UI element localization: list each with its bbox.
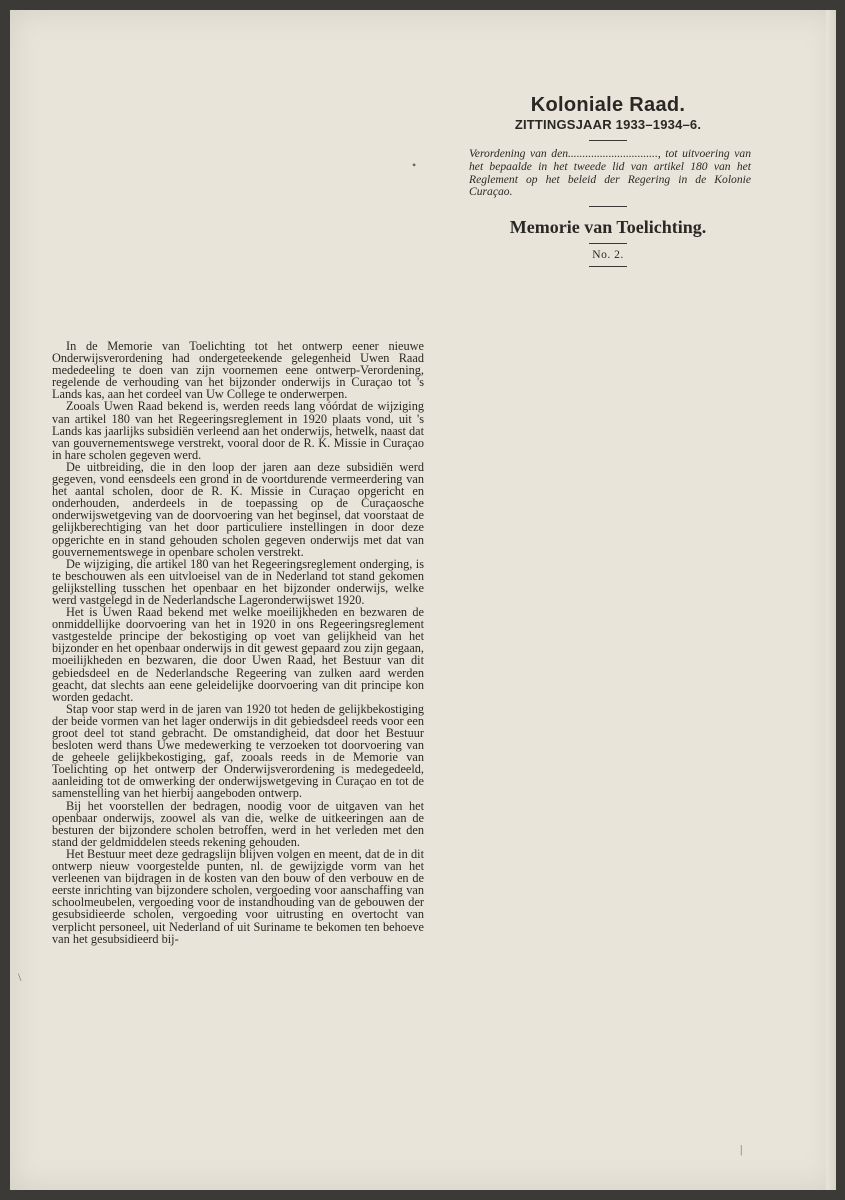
document-number: No. 2. bbox=[592, 249, 624, 262]
paragraph: Bij het voorstellen der bedragen, noodig voor de uitgaven van het openbaar onderwijs, zoowel als van die, welke de uitkeeringen aan de besturen der bijzondere scholen betroffen, werd in het verleden met den stand der geldmiddelen steeds rekening gehouden. bbox=[52, 798, 424, 849]
dot-mark: • bbox=[412, 158, 417, 172]
margin-tick-mark: \ bbox=[18, 970, 22, 984]
session-year: ZITTINGSJAAR 1933–1934–6. bbox=[514, 117, 702, 132]
ordinance-title: Verordening van den..............................., tot uitvoering van het bepaalde in het tweede lid van artikel 180 van het Reglement op het beleid der Regering in de Kolonie Curaçao. bbox=[469, 147, 751, 199]
paragraph: De wijziging, die artikel 180 van het Regeeringsreglement onderging, is te beschouwen als een uitvloeisel van de in Nederland tot stand gekomen gelijkstelling tusschen het openbaar en het bijzonder onderwijs, welke werd vastgelegd in de Nederlandsche Lageronderwijswet 1920. bbox=[52, 556, 424, 607]
paragraph: Het is Uwen Raad bekend met welke moeilijkheden en bezwaren de onmiddellijke doorvoering van het in 1920 in ons Regeeringsreglement vastgestelde principe der bekostiging op voet van gelijkheid van het bijzonder en het openbaar onderwijs in dit gewest gepaard zou zijn gegaan, moeilijkheden en bezwaren, die door Uwen Raad, het Bestuur van dit gebiedsdeel en de Nederlandsche Regeering van zulken aard werden geacht, dat slechts aan eene geleidelijke doorvoering van dit principe kon worden gedacht. bbox=[52, 605, 424, 704]
paragraph: Zooals Uwen Raad bekend is, werden reeds lang vóórdat de wijziging van artikel 180 van het Regeeringsreglement in 1920 plaats vond, uit 's Lands kas jaarlijks subsidiën verleend aan het onderwijs, hetwelk, naast dat van gouvernementswege verstrekt, vooral door de R. K. Missie in Curaçao in hare scholen gegeven werd. bbox=[52, 399, 424, 462]
paragraph: De uitbreiding, die in den loop der jaren aan deze subsidiën werd gegeven, vond eensdeels een grond in de voortdurende vermeerdering van het aantal scholen, door de R. K. Missie in Curaçao opgericht en onderhouden, anderdeels in de toepassing op de Curaçaosche onderwijswetgeving van de doorvoering van het beginsel, dat voorstaat de gelijkberechtiging van het door particuliere instellingen in door deze opgerichte en in stand gehouden scholen gegeven onderwijs met dat van gouvernementswege in openbare scholen verstrekt. bbox=[52, 459, 424, 559]
document-header bbox=[463, 94, 753, 274]
paragraph: Stap voor stap werd in de jaren van 1920 tot heden de gelijkbekostiging der beide vormen van het lager onderwijs in dit gebiedsdeel reeds voor een groot deel tot stand gebracht. De omstandigheid, dat door het Bestuur besloten werd thans Uwe medewerking te verzoeken tot doorvoering van de geheele gelijkbekostiging, gaf, zooals reeds in de Memorie van Toelichting op het ontwerp der Onderwijsverordening is medegedeeld, aanleiding tot de omwerking der onderwijswetgeving in Curaçao en tot de samenstelling van het hierbij aangeboden ontwerp. bbox=[52, 701, 424, 801]
page-edge bbox=[826, 10, 836, 1190]
paragraph: In de Memorie van Toelichting tot het ontwerp eener nieuwe Onderwijsverordening had ondergeteekende gelegenheid Uwen Raad mededeeling te doen van zijn voornemen eene ontwerp-Verordening, regelende de verhouding van het bijzonder onderwijs in Curaçao tot 's Lands kas, aan het cordeel van Uw College te onderwerpen. bbox=[52, 339, 424, 402]
paragraph: Het Bestuur meet deze gedragslijn blijven volgen en meent, dat de in dit ontwerp nieuw voorgestelde punten, nl. de gewijzigde vorm van het verleenen van bijdragen in de kosten van den bouw of den verbouw en de eerste inrichting van bijzondere scholen, vergoeding voor aanschaffing van schoolmeubelen, vergoeding voor de instandhouding van de gebouwen der gesubsidieerde scholen, vergoeding voor uitrusting en overtocht van verplicht personeel, uit Nederland of uit Suriname te bekomen ten behoeve van het gesubsidieerd bij- bbox=[52, 846, 424, 946]
divider bbox=[589, 266, 627, 267]
memorie-title: Memorie van Toelichting. bbox=[509, 217, 707, 238]
body-text bbox=[52, 340, 424, 945]
margin-tick-mark: | bbox=[740, 1142, 743, 1156]
divider bbox=[589, 243, 627, 244]
divider bbox=[589, 206, 627, 207]
divider bbox=[589, 140, 627, 141]
council-title: Koloniale Raad. bbox=[530, 94, 686, 116]
document-page bbox=[10, 10, 836, 1190]
